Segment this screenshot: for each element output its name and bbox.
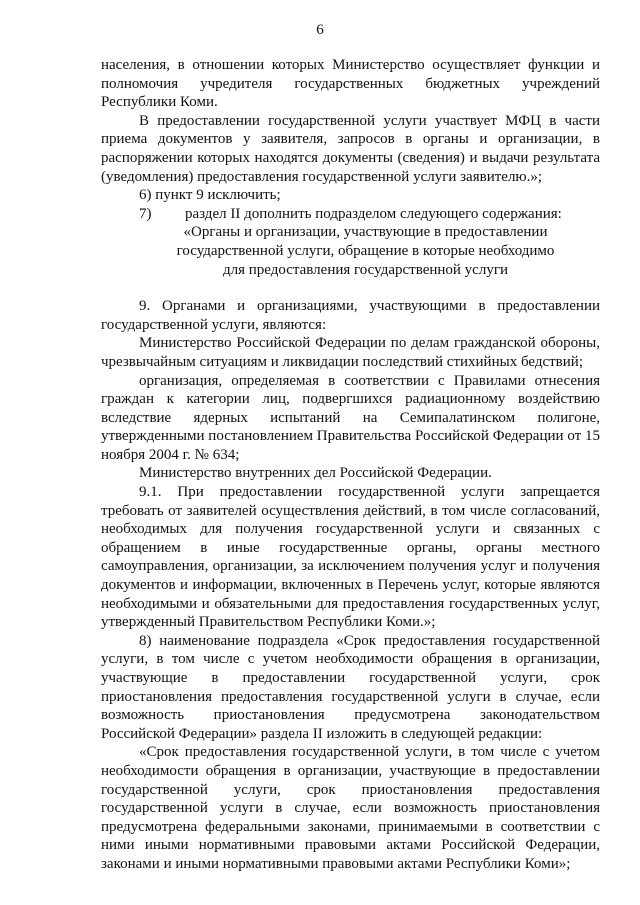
paragraph-9-1: 9.1. При предоставлении государственной услуги запрещается требовать от заявителей осуществления действий, в том числе согласований, необходимых для получения государственной услуги и связанных с обращением в иные государственные органы, органы местного самоуправления, организации, за исключением получения услуг и получения документов и информации, включенных в Перечень услуг, которые являются необходимыми и обязательными для предоставления государственных услуг, утвержденный Правительством Республики Коми.»; <box>101 484 600 631</box>
paragraph-ministry-interior: Министерство внутренних дел Российской Федерации. <box>139 465 492 482</box>
paragraph-continuation: населения, в отношении которых Министерство осуществляет функции и полномочия учредителя государственных бюджетных учреждений Республики Коми. <box>101 57 600 111</box>
subsection-heading-line-2: государственной услуги, обращение в которые необходимо <box>176 242 555 259</box>
subsection-heading-line-3: для предоставления государственной услуги <box>222 261 509 278</box>
list-item-7 <box>101 205 600 224</box>
page-number: 6 <box>316 22 324 38</box>
list-item-7-text: раздел II дополнить подразделом следующего содержания: <box>185 205 562 222</box>
list-item-6: 6) пункт 9 исключить; <box>139 187 281 204</box>
paragraph-8: 8) наименование подраздела «Срок предоставления государственной услуги, в том числе с учетом необходимости обращения в организации, участвующие в предоставлении государственной услуги, срок приостановления предоставления государственной услуги в случае, если возможность приостановления предусмотрена законодательством Российской Федерации» раздела II изложить в следующей редакции: <box>101 632 600 742</box>
list-item-7-number: 7) <box>139 205 152 222</box>
document-body <box>101 56 600 874</box>
paragraph-9: 9. Органами и организациями, участвующими в предоставлении государственной услуги, являются: <box>101 298 600 333</box>
paragraph-organization: организация, определяемая в соответствии с Правилами отнесения граждан к категории лиц, подвергшихся радиационному воздействию вследствие ядерных испытаний на Семипалатинском полигоне, утвержденными постановлением Правительства Российской Федерации от 15 ноября 2004 г. № 634; <box>101 372 600 463</box>
paragraph-mfc: В предоставлении государственной услуги участвует МФЦ в части приема документов у заявителя, запросов в органы и организации, в распоряжении которых находятся документы (сведения) и выдачи результата (уведомления) предоставления государственной услуги заявителю.»; <box>101 112 600 185</box>
spacer <box>101 279 600 297</box>
subsection-heading-line-1: «Органы и организации, участвующие в предоставлении <box>183 224 548 241</box>
paragraph-new-title: «Срок предоставления государственной услуги, в том числе с учетом необходимости обращения в организации, участвующие в предоставлении государственной услуги, срок приостановления предоставления государственной услуги в случае, если возможность приостановления предусмотрена федеральными законами, принимаемыми в соответствии с ними иными нормативными правовыми актами Российской Федерации, законами и иными нормативными правовыми актами Республики Коми»; <box>101 744 600 872</box>
paragraph-ministry-emergencies: Министерство Российской Федерации по делам гражданской обороны, чрезвычайным ситуациям и ликвидации последствий стихийных бедствий; <box>101 335 600 370</box>
